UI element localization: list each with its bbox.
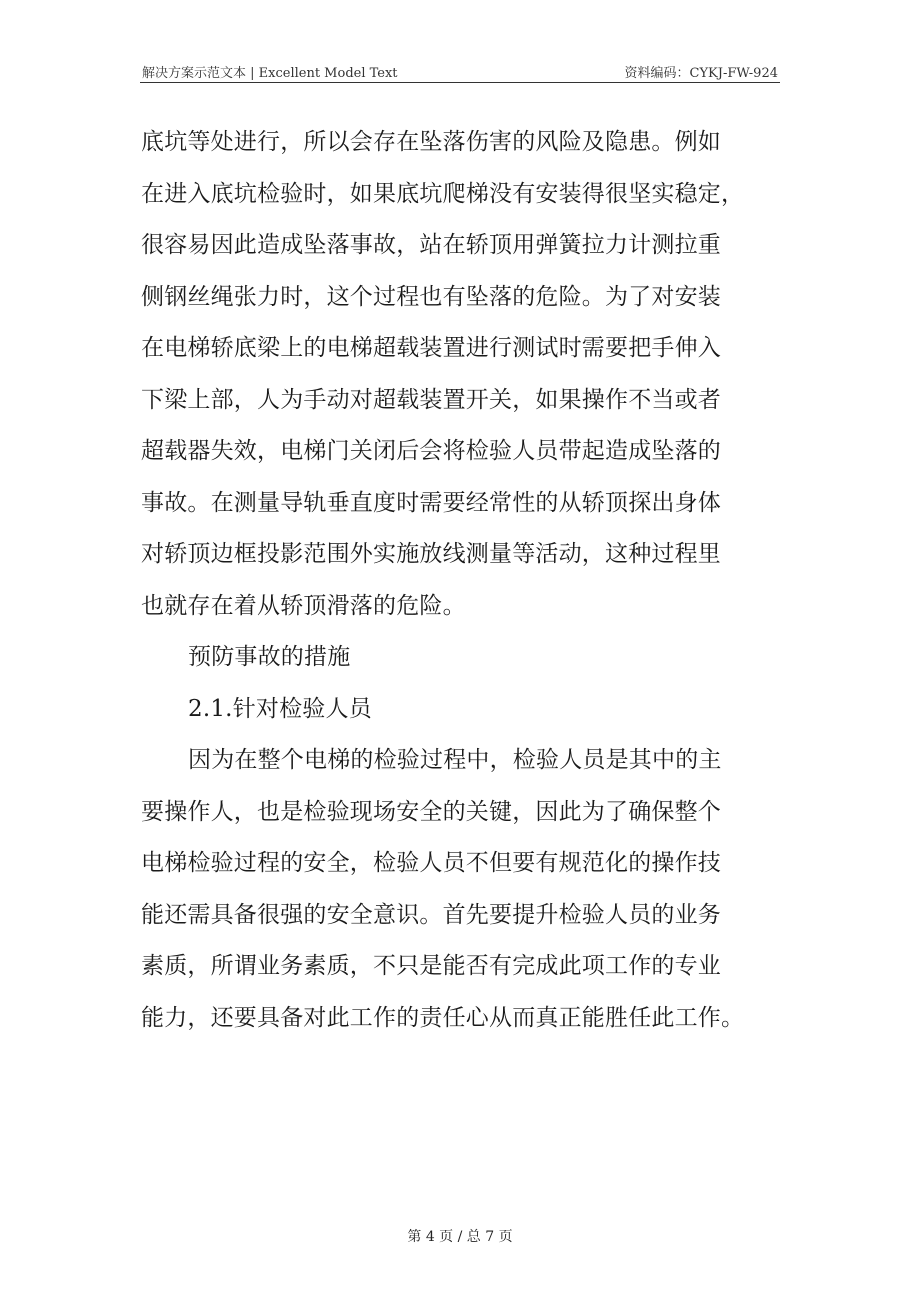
body-line: 下梁上部，人为手动对超载装置开关，如果操作不当或者 <box>141 386 721 413</box>
subsection-heading: 2.1.针对检验人员 <box>188 695 372 722</box>
body-line: 要操作人，也是检验现场安全的关键，因此为了确保整个 <box>141 798 721 825</box>
body-line: 能还需具备很强的安全意识。首先要提升检验人员的业务 <box>141 901 721 928</box>
body-line: 也就存在着从轿顶滑落的危险。 <box>141 592 466 619</box>
body-line: 因为在整个电梯的检验过程中，检验人员是其中的主 <box>188 747 722 773</box>
body-line: 对轿顶边框投影范围外实施放线测量等活动，这种过程里 <box>141 541 721 567</box>
body-line: 在电梯轿底梁上的电梯超载装置进行测试时需要把手伸入 <box>141 335 721 361</box>
body-line: 电梯检验过程的安全，检验人员不但要有规范化的操作技 <box>141 850 721 876</box>
page-number-footer: 第 4 页 / 总 7 页 <box>407 1229 513 1245</box>
body-line: 侧钢丝绳张力时，这个过程也有坠落的危险。为了对安装 <box>141 283 721 310</box>
document-body <box>141 117 781 1044</box>
body-line: 能力，还要具备对此工作的责任心从而真正能胜任此工作。 <box>141 1004 745 1031</box>
header-title: 解决方案示范文本 | Excellent Model Text <box>142 66 398 81</box>
body-line: 在进入底坑检验时，如果底坑爬梯没有安装得很坚实稳定， <box>141 180 745 207</box>
body-line: 底坑等处进行，所以会存在坠落伤害的风险及隐患。例如 <box>141 129 721 155</box>
body-line: 超载器失效，电梯门关闭后会将检验人员带起造成坠落的 <box>141 438 721 464</box>
header-doc-code: 资料编码：CYKJ-FW-924 <box>624 66 778 81</box>
body-line: 素质，所谓业务素质，不只是能否有完成此项工作的专业 <box>141 953 721 979</box>
body-line: 事故。在测量导轨垂直度时需要经常性的从轿顶探出身体 <box>141 489 721 516</box>
page-header <box>140 58 780 83</box>
section-heading: 预防事故的措施 <box>188 644 351 670</box>
body-line: 很容易因此造成坠落事故，站在轿顶用弹簧拉力计测拉重 <box>141 232 721 258</box>
